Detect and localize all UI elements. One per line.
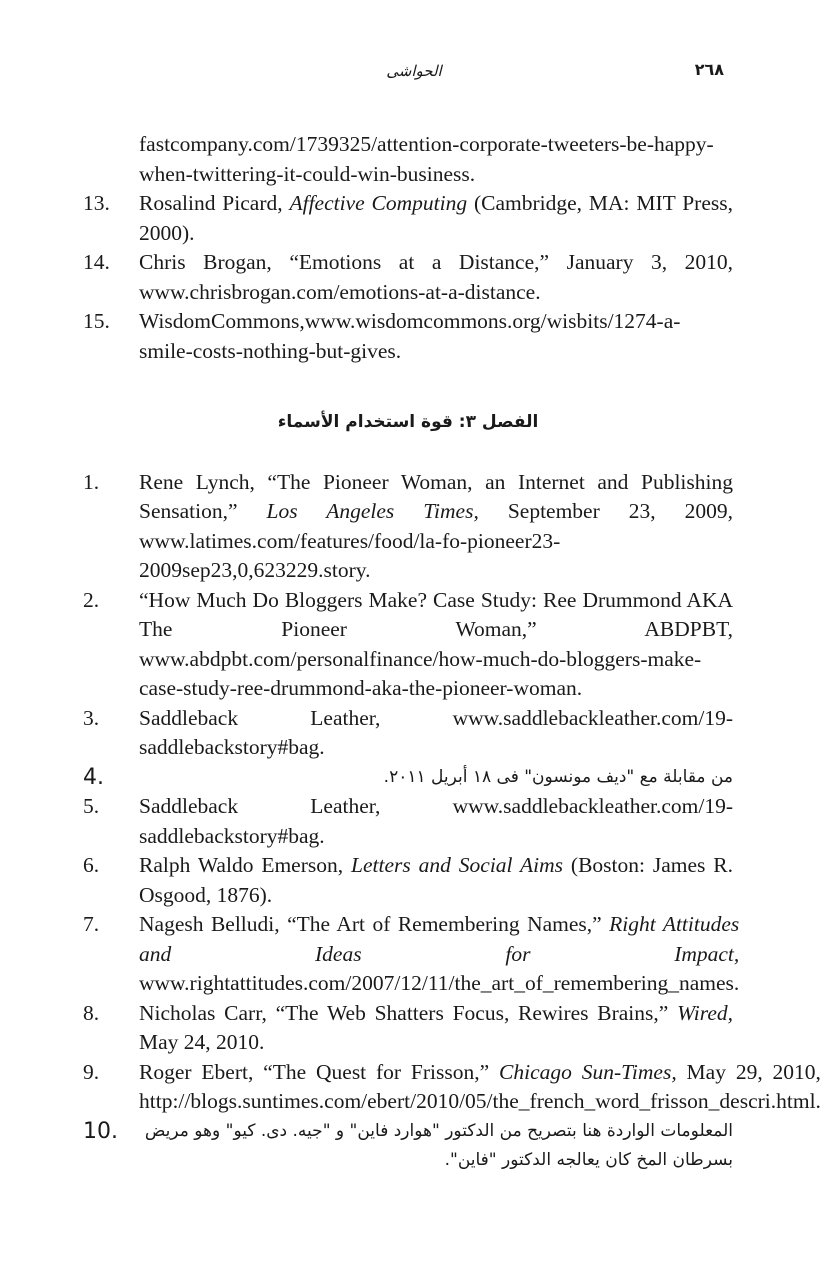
endnote-text: Nicholas Carr, “The Web Shatters Focus, Rewires Brains,” Wired, May 24, 2010.: [139, 1000, 733, 1054]
page-number: ٢٦٨: [694, 60, 724, 79]
running-head: الحواشى: [386, 62, 442, 80]
endnote-text: Saddleback Leather, www.saddlebackleather.com/19-saddlebackstory#bag.: [139, 705, 733, 759]
endnote-number: 15.: [83, 309, 110, 333]
endnote-number: 5.: [83, 794, 100, 818]
chapter-3-notes: [83, 468, 821, 1176]
continued-note-text: fastcompany.com/1739325/attention-corporate-tweeters-be-happy-when-twittering-it-could-win-business.: [139, 132, 714, 186]
endnote-9: [83, 1058, 821, 1117]
endnotes-content: [83, 130, 821, 1176]
endnote-number: 8.: [83, 1000, 100, 1025]
endnote-text: Saddleback Leather, www.saddlebackleather.com/19-saddlebackstory#bag.: [139, 794, 733, 848]
endnote-13: [83, 189, 733, 248]
endnote-14: [83, 248, 733, 307]
endnote-2: [83, 586, 733, 704]
endnote-number: 13.: [83, 191, 110, 215]
endnote-text: Rosalind Picard, Affective Computing (Cambridge, MA: MIT Press, 2000).: [139, 191, 733, 245]
endnote-text: Nagesh Belludi, “The Art of Remembering Names,” Right Attitudes and Ideas for Impact, www.rightattitudes.com/2007/12/11/the_art_of_remembering_names.: [139, 912, 740, 995]
endnote-3: [83, 704, 733, 763]
endnote-number: 14.: [83, 250, 110, 274]
endnote-5: [83, 792, 733, 851]
endnote-text-arabic: من مقابلة مع "ديف مونسون" فى ١٨ أبريل ٢٠١١.: [383, 766, 733, 787]
previous-chapter-notes: [83, 189, 733, 366]
endnote-number: 6.: [83, 853, 100, 877]
endnote-number: 2.: [83, 587, 100, 612]
endnote-text: Rene Lynch, “The Pioneer Woman, an Internet and Publishing Sensation,” Los Angeles Times, September 23, 2009, www.latimes.com/features/food/la-fo-pioneer23-2009sep23,0,623229.story.: [139, 469, 733, 582]
endnote-text: WisdomCommons,www.wisdomcommons.org/wisbits/1274-a-smile-costs-nothing-but-gives.: [139, 309, 681, 363]
endnote-8: [83, 999, 733, 1058]
endnote-text: Chris Brogan, “Emotions at a Distance,” January 3, 2010, www.chrisbrogan.com/emotions-at-a-distance.: [139, 250, 733, 304]
endnote-number: 4.: [83, 764, 104, 790]
endnote-10: [83, 1117, 733, 1176]
endnote-6: [83, 851, 733, 910]
chapter-heading: الفصل ٣: قوة استخدام الأسماء: [277, 412, 539, 432]
page-header: [0, 58, 828, 88]
endnote-15: [83, 307, 733, 366]
endnote-text: Ralph Waldo Emerson, Letters and Social Aims (Boston: James R. Osgood, 1876).: [139, 853, 734, 907]
endnote-number: 7.: [83, 912, 100, 936]
endnote-text-arabic: المعلومات الواردة هنا بتصريح من الدكتور "هوارد فاين" و "جيه. دى. كيو" وهو مريض بسرطان المخ كان يعالجه الدكتور "فاين".: [144, 1120, 733, 1170]
endnote-number: 1.: [83, 469, 100, 494]
endnote-4: [83, 763, 733, 793]
endnote-number: 10.: [83, 1118, 118, 1144]
endnote-number: 3.: [83, 705, 100, 730]
endnote-1: [83, 468, 733, 586]
endnote-7: [83, 910, 740, 999]
endnote-text: Roger Ebert, “The Quest for Frisson,” Chicago Sun-Times, May 29, 2010, http://blogs.suntimes.com/ebert/2010/05/the_french_word_frisson_descri.html.: [139, 1059, 821, 1113]
endnote-text: “How Much Do Bloggers Make? Case Study: Ree Drummond AKA The Pioneer Woman,” ABDPBT, www.abdpbt.com/personalfinance/how-much-do-bloggers-make-case-study-ree-drummond-aka-the-pioneer-woman.: [139, 587, 733, 700]
endnote-number: 9.: [83, 1059, 100, 1084]
